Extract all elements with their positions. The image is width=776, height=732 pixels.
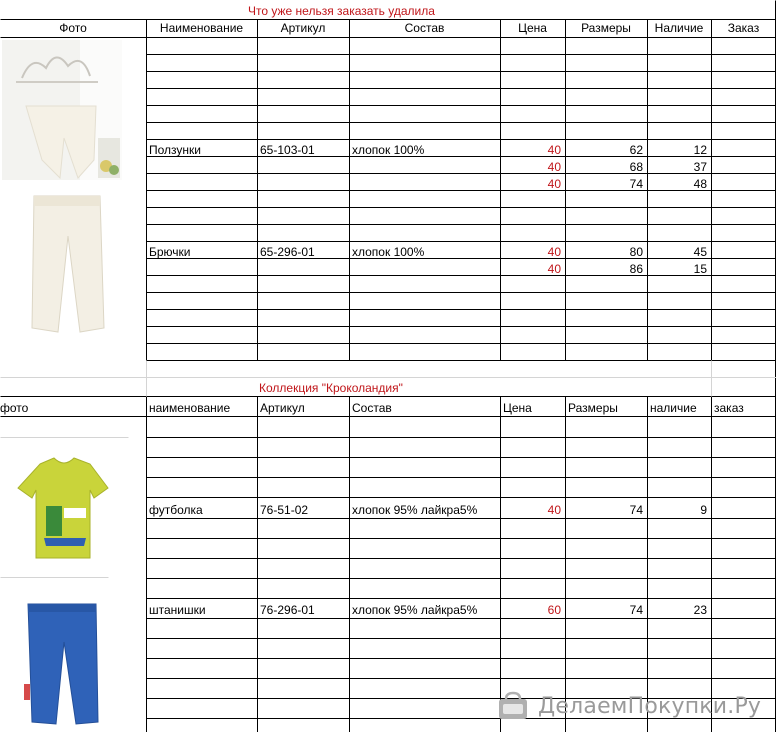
s2-row-composition: хлопок 95% лайкра5% [352, 603, 478, 617]
s1-row-name: Ползунки [149, 143, 201, 157]
s2-header-article: Артикул [260, 401, 305, 415]
s2-header-price: Цена [503, 401, 532, 415]
s2-row-stock: 23 [693, 603, 707, 617]
s1-row-price: 40 [547, 262, 561, 276]
watermark-text: ДелаемПокупки.Ру [538, 693, 762, 719]
s2-row-stock: 9 [700, 503, 707, 517]
s1-row-article: 65-103-01 [260, 143, 315, 157]
s1-row-size: 74 [629, 177, 643, 191]
s2-row-article: 76-296-01 [260, 603, 315, 617]
s2-row-name: штанишки [149, 603, 206, 617]
s1-header-composition: Состав [404, 21, 445, 35]
s2-row-composition: хлопок 95% лайкра5% [352, 503, 478, 517]
s1-header-photo: Фото [59, 21, 87, 35]
s1-row-composition: хлопок 100% [352, 245, 425, 259]
s1-row-price: 40 [547, 245, 561, 259]
s1-header-price: Цена [518, 21, 547, 35]
s1-row-price: 40 [547, 160, 561, 174]
s1-header-name: Наименование [159, 21, 244, 35]
s1-row-stock: 45 [693, 245, 707, 259]
s2-header-photo: фото [0, 401, 29, 415]
s1-row-name: Брючки [149, 245, 191, 259]
s2-header-name: наименование [149, 401, 231, 415]
s1-row-size: 62 [629, 143, 643, 157]
tshirt-photo [2, 446, 128, 576]
s2-row-size: 74 [629, 603, 643, 617]
s1-row-price: 40 [547, 143, 561, 157]
s1-row-size: 68 [629, 160, 643, 174]
s1-header-article: Артикул [280, 21, 326, 35]
s1-row-price: 40 [547, 177, 561, 191]
s1-row-composition: хлопок 100% [352, 143, 425, 157]
shopping-bag-icon [496, 691, 532, 721]
s1-row-stock: 15 [693, 262, 707, 276]
s1-header-sizes: Размеры [581, 21, 631, 35]
watermark [496, 686, 776, 726]
section1-title: Что уже нельзя заказать удалила [248, 4, 435, 18]
s2-header-composition: Состав [352, 401, 392, 415]
s2-header-stock: наличие [650, 401, 697, 415]
s2-row-size: 74 [629, 503, 643, 517]
s1-row-stock: 12 [693, 143, 707, 157]
s2-header-sizes: Размеры [568, 401, 618, 415]
s1-header-stock: Наличие [654, 21, 704, 35]
s2-row-price: 40 [547, 503, 561, 517]
s2-row-price: 60 [547, 603, 561, 617]
section2-title: Коллекция "Кроколандия" [259, 381, 403, 395]
s1-row-size: 86 [629, 262, 643, 276]
s1-row-stock: 48 [693, 177, 707, 191]
s2-header-order: заказ [714, 401, 744, 415]
s2-row-name: футболка [149, 503, 203, 517]
s2-row-article: 76-51-02 [260, 503, 309, 517]
s1-row-size: 80 [629, 245, 643, 259]
pants-photo [2, 188, 130, 346]
s1-row-stock: 37 [693, 160, 707, 174]
s1-header-order: Заказ [727, 21, 760, 35]
leggings-photo [2, 584, 110, 730]
s1-row-article: 65-296-01 [260, 245, 315, 259]
romper-photo [2, 40, 122, 180]
